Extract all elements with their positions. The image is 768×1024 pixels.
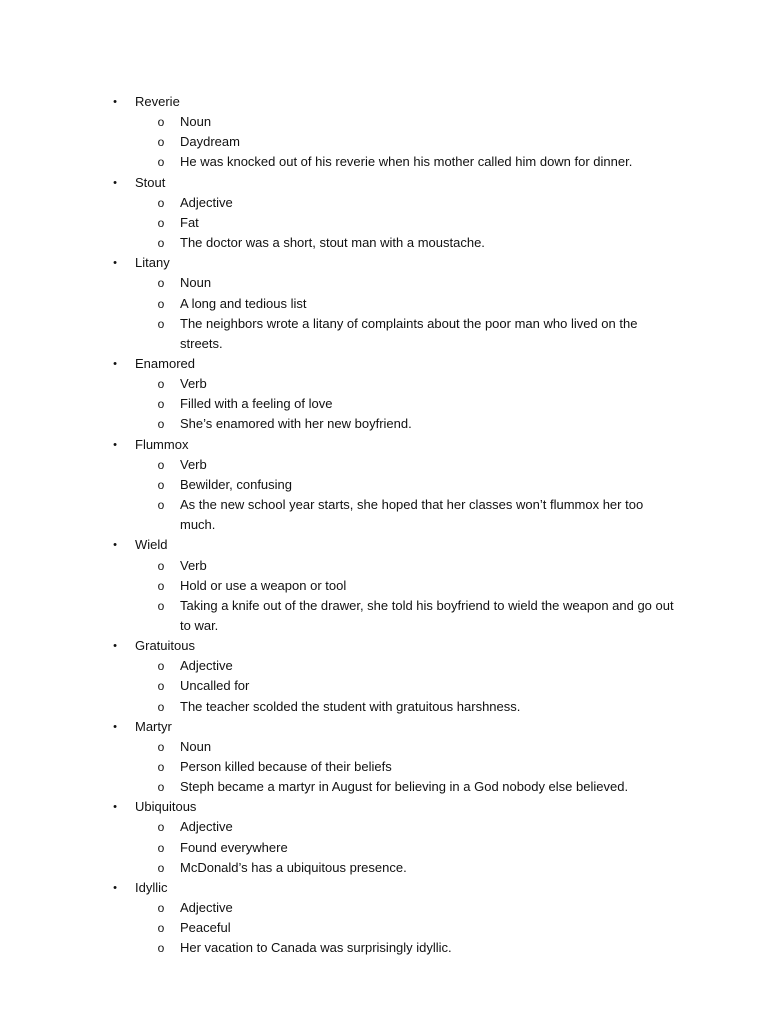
definition: Found everywhere xyxy=(180,839,288,855)
vocabulary-entry xyxy=(0,92,768,173)
part-of-speech: Verb xyxy=(180,557,207,573)
sub-bullet-icon: o xyxy=(157,760,165,775)
vocabulary-word: Flummox xyxy=(135,436,189,452)
sub-bullet-icon: o xyxy=(157,397,165,412)
example-sentence-item xyxy=(0,414,768,434)
vocabulary-word: Ubiquitous xyxy=(135,799,197,815)
sub-bullet-icon: o xyxy=(157,820,165,835)
sub-bullet-icon: o xyxy=(157,901,165,916)
example-sentence: The teacher scolded the student with gratuitous harshness. xyxy=(180,698,521,714)
example-sentence: He was knocked out of his reverie when his mother called him down for dinner. xyxy=(180,154,633,170)
vocabulary-list xyxy=(0,92,768,959)
example-sentence-item xyxy=(0,596,768,636)
definition-item xyxy=(0,475,768,495)
definition: Daydream xyxy=(180,134,240,150)
vocabulary-word: Stout xyxy=(135,174,166,190)
word-row xyxy=(0,435,768,455)
sub-bullet-icon: o xyxy=(157,699,165,714)
sub-bullet-icon: o xyxy=(157,498,165,513)
bullet-icon: • xyxy=(113,720,117,733)
vocabulary-word: Idyllic xyxy=(135,879,168,895)
part-of-speech: Adjective xyxy=(180,900,233,916)
definition: Filled with a feeling of love xyxy=(180,396,333,412)
entry-details xyxy=(0,817,768,877)
vocabulary-entry xyxy=(0,636,768,717)
definition-item xyxy=(0,394,768,414)
word-row xyxy=(0,797,768,817)
entry-details xyxy=(0,737,768,797)
sub-bullet-icon: o xyxy=(157,780,165,795)
example-sentence: Steph became a martyr in August for believing in a God nobody else believed. xyxy=(180,779,629,795)
vocabulary-word: Gratuitous xyxy=(135,638,195,654)
part-of-speech-item xyxy=(0,193,768,213)
vocabulary-entry xyxy=(0,535,768,636)
vocabulary-word: Wield xyxy=(135,537,168,553)
sub-bullet-icon: o xyxy=(157,578,165,593)
example-sentence: She’s enamored with her new boyfriend. xyxy=(180,416,412,432)
sub-bullet-icon: o xyxy=(157,155,165,170)
definition-item xyxy=(0,757,768,777)
sub-bullet-icon: o xyxy=(157,739,165,754)
bullet-icon: • xyxy=(113,176,117,189)
sub-bullet-icon: o xyxy=(157,236,165,251)
bullet-icon: • xyxy=(113,640,117,653)
sub-bullet-icon: o xyxy=(157,860,165,875)
part-of-speech: Adjective xyxy=(180,194,233,210)
part-of-speech: Verb xyxy=(180,456,207,472)
example-sentence-item xyxy=(0,495,768,535)
definition-item xyxy=(0,676,768,696)
bullet-icon: • xyxy=(113,438,117,451)
part-of-speech: Noun xyxy=(180,738,212,754)
part-of-speech: Noun xyxy=(180,275,212,291)
vocabulary-entry xyxy=(0,253,768,354)
word-row xyxy=(0,636,768,656)
sub-bullet-icon: o xyxy=(157,679,165,694)
example-sentence: As the new school year starts, she hoped that her classes won’t flummox her too much. xyxy=(180,497,644,533)
sub-bullet-icon: o xyxy=(157,417,165,432)
part-of-speech-item xyxy=(0,374,768,394)
sub-bullet-icon: o xyxy=(157,598,165,613)
part-of-speech-item xyxy=(0,898,768,918)
definition-item xyxy=(0,576,768,596)
word-row xyxy=(0,253,768,273)
example-sentence-item xyxy=(0,777,768,797)
definition-item xyxy=(0,838,768,858)
vocabulary-word: Reverie xyxy=(135,94,180,109)
word-row xyxy=(0,878,768,898)
example-sentence-item xyxy=(0,697,768,717)
part-of-speech-item xyxy=(0,656,768,676)
vocabulary-word: Martyr xyxy=(135,718,172,734)
example-sentence-item xyxy=(0,314,768,354)
definition-item xyxy=(0,132,768,152)
vocabulary-entry xyxy=(0,173,768,254)
sub-bullet-icon: o xyxy=(157,276,165,291)
definition: Fat xyxy=(180,214,199,230)
bullet-icon: • xyxy=(113,96,117,108)
example-sentence-item xyxy=(0,938,768,958)
definition: Person killed because of their beliefs xyxy=(180,759,392,775)
vocabulary-entry xyxy=(0,354,768,435)
entry-details xyxy=(0,273,768,354)
sub-bullet-icon: o xyxy=(157,921,165,936)
word-row xyxy=(0,717,768,737)
example-sentence: The neighbors wrote a litany of complaints about the poor man who lived on the streets. xyxy=(180,315,638,351)
example-sentence-item xyxy=(0,152,768,172)
bullet-icon: • xyxy=(113,801,117,814)
word-row xyxy=(0,354,768,374)
definition-item xyxy=(0,294,768,314)
entry-details xyxy=(0,556,768,637)
part-of-speech-item xyxy=(0,817,768,837)
entry-details xyxy=(0,656,768,716)
sub-bullet-icon: o xyxy=(157,195,165,210)
vocabulary-entry xyxy=(0,435,768,536)
example-sentence-item xyxy=(0,233,768,253)
example-sentence: Her vacation to Canada was surprisingly idyllic. xyxy=(180,940,452,956)
entry-details xyxy=(0,374,768,434)
word-row xyxy=(0,92,768,112)
sub-bullet-icon: o xyxy=(157,840,165,855)
sub-bullet-icon: o xyxy=(157,558,165,573)
definition: Hold or use a weapon or tool xyxy=(180,577,347,593)
example-sentence-item xyxy=(0,858,768,878)
example-sentence: The doctor was a short, stout man with a moustache. xyxy=(180,235,485,251)
entry-details xyxy=(0,112,768,172)
bullet-icon: • xyxy=(113,881,117,894)
example-sentence: McDonald’s has a ubiquitous presence. xyxy=(180,859,407,875)
vocabulary-word: Enamored xyxy=(135,355,195,371)
sub-bullet-icon: o xyxy=(157,457,165,472)
part-of-speech: Noun xyxy=(180,114,212,130)
part-of-speech-item xyxy=(0,273,768,293)
part-of-speech: Adjective xyxy=(180,819,233,835)
bullet-icon: • xyxy=(113,539,117,552)
entry-details xyxy=(0,898,768,958)
vocabulary-word: Litany xyxy=(135,255,170,271)
sub-bullet-icon: o xyxy=(157,115,165,130)
part-of-speech-item xyxy=(0,455,768,475)
bullet-icon: • xyxy=(113,357,117,370)
part-of-speech-item xyxy=(0,556,768,576)
entry-details xyxy=(0,455,768,536)
definition: Peaceful xyxy=(180,920,231,936)
definition-item xyxy=(0,213,768,233)
sub-bullet-icon: o xyxy=(157,941,165,956)
sub-bullet-icon: o xyxy=(157,377,165,392)
definition-item xyxy=(0,918,768,938)
sub-bullet-icon: o xyxy=(157,215,165,230)
sub-bullet-icon: o xyxy=(157,659,165,674)
part-of-speech-item xyxy=(0,737,768,757)
definition: Bewilder, confusing xyxy=(180,476,293,492)
sub-bullet-icon: o xyxy=(157,316,165,331)
vocabulary-entry xyxy=(0,717,768,798)
example-sentence: Taking a knife out of the drawer, she told his boyfriend to wield the weapon and go out to war. xyxy=(180,597,674,633)
part-of-speech-item xyxy=(0,112,768,132)
entry-details xyxy=(0,193,768,253)
word-row xyxy=(0,535,768,555)
sub-bullet-icon: o xyxy=(157,296,165,311)
definition: A long and tedious list xyxy=(180,295,307,311)
sub-bullet-icon: o xyxy=(157,135,165,150)
vocabulary-entry xyxy=(0,797,768,878)
word-row xyxy=(0,173,768,193)
bullet-icon: • xyxy=(113,257,117,270)
sub-bullet-icon: o xyxy=(157,477,165,492)
part-of-speech: Verb xyxy=(180,376,207,392)
definition: Uncalled for xyxy=(180,678,250,694)
part-of-speech: Adjective xyxy=(180,658,233,674)
vocabulary-entry xyxy=(0,878,768,959)
